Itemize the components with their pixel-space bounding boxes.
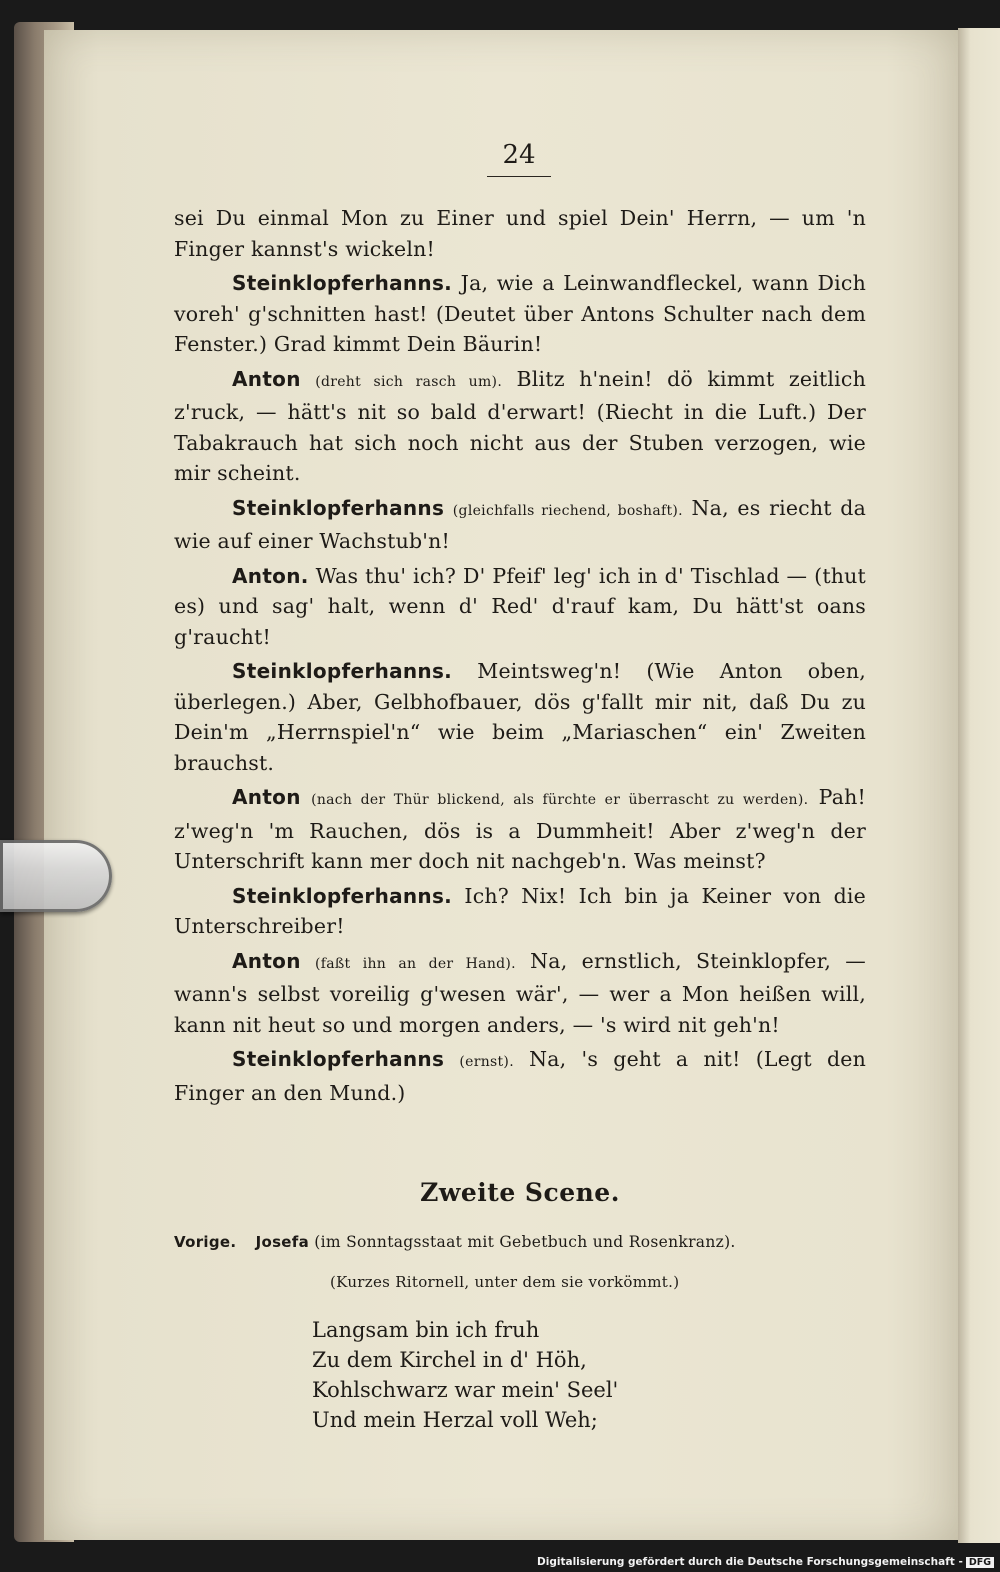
speaker-name: Steinklopferhanns. (232, 883, 453, 908)
dialogue-line (174, 268, 866, 360)
cast-character: Josefa (255, 1233, 310, 1251)
cast-detail: (im Sonntagsstaat mit Gebetbuch und Rosenkranz). (314, 1233, 736, 1251)
dialogue-text: Na, es riecht da wie auf einer Wachstub'n! (174, 495, 867, 553)
page-clip (0, 840, 112, 912)
stage-direction: (faßt ihn an der Hand). (314, 955, 516, 972)
cast-line (174, 1233, 866, 1251)
dialogue-line (174, 203, 866, 264)
page-content (174, 140, 866, 1435)
speaker-name: Anton (232, 948, 301, 973)
scene-title: Zweite Scene. (420, 1178, 620, 1207)
stage-direction: (gleichfalls riechend, boshaft). (452, 502, 683, 519)
dialogue-line (174, 881, 866, 942)
stage-direction: (dreht sich rasch um). (315, 373, 503, 390)
stage-direction: (nach der Thür blickend, als fürchte er überrascht zu werden). (311, 792, 809, 808)
verse-line: Kohlschwarz war mein' Seel' (312, 1378, 619, 1402)
dialogue-text: Ja, wie a Leinwandfleckel, wann Dich voreh' g'schnitten hast! (Deutet über Antons Schulter nach dem Fenster.) Grad kimmt Dein Bäurin! (174, 271, 867, 356)
page-number: 24 (487, 140, 551, 177)
cast-previous: Vorige. (174, 1233, 237, 1251)
dialogue-line (174, 1044, 866, 1108)
dialogue-text: Meintsweg'n! (Wie Anton oben, überlegen.) Aber, Gelbhofbauer, dös g'fallt mir nit, daß Du zu Dein'm „Herrnspiel'n“ wie beim „Mariaschen“ ein' Zweiten brauchst. (174, 659, 867, 775)
verse-line: Zu dem Kirchel in d' Höh, (312, 1348, 587, 1372)
dialogue-line (174, 656, 866, 778)
music-direction: (Kurzes Ritornell, unter dem sie vorkömmt.) (330, 1273, 680, 1291)
dialogue-text: Blitz h'nein! dö kimmt zeitlich z'ruck, — hätt's nit so bald d'erwart! (Riecht in die Luft.) Der Tabakrauch hat sich noch nicht aus der Stuben verzogen, wie mir scheint. (174, 366, 867, 485)
dialogue-text: sei Du einmal Mon zu Einer und spiel Dein' Herrn, — um 'n Finger kannst's wickeln! (174, 206, 866, 261)
speaker-name: Anton. (232, 563, 309, 588)
stage-direction: (ernst). (459, 1054, 514, 1070)
speaker-name: Anton (232, 785, 301, 809)
dialogue-text: Was thu' ich? D' Pfeif' leg' ich in d' Tischlad — (thut es) und sag' halt, wenn d' Red' d'rauf kam, Du hätt'st oans g'raucht! (174, 563, 867, 649)
dialogue-text: Pah! z'weg'n 'm Rauchen, dös is a Dummheit! Aber z'weg'n der Unterschrift kann mer doch nit nachgeb'n. Was meinst? (174, 785, 866, 873)
speaker-name: Steinklopferhanns. (232, 271, 453, 295)
footer-text: Digitalisierung gefördert durch die Deutsche Forschungsgemeinschaft - (537, 1556, 963, 1568)
speaker-name: Steinklopferhanns (232, 1047, 445, 1071)
verse-line: Langsam bin ich fruh (312, 1318, 540, 1342)
speaker-name: Anton (232, 366, 301, 391)
dialogue-line (174, 946, 866, 1041)
speaker-name: Steinklopferhanns (232, 495, 445, 520)
dialogue-block (174, 203, 866, 1108)
dialogue-line (174, 493, 866, 557)
dfg-logo: DFG (966, 1557, 994, 1568)
dialogue-text: Na, ernstlich, Steinklopfer, — wann's selbst voreilig g'wesen wär', — wer a Mon heißen will, kann nit heut so und morgen anders, — 's wird nit geh'n! (174, 948, 866, 1037)
dialogue-line (174, 561, 866, 653)
verse-line: Und mein Herzal voll Weh; (312, 1408, 598, 1432)
verse-block (312, 1315, 866, 1435)
dialogue-line (174, 782, 866, 877)
dialogue-text: Ich? Nix! Ich bin ja Keiner von die Unterschreiber! (174, 883, 866, 938)
speaker-name: Steinklopferhanns. (232, 659, 453, 683)
dialogue-text: Na, 's geht a nit! (Legt den Finger an den Mund.) (174, 1047, 867, 1105)
next-page-edge (958, 28, 1000, 1543)
dialogue-line (174, 364, 866, 489)
digitization-footer (537, 1556, 994, 1568)
